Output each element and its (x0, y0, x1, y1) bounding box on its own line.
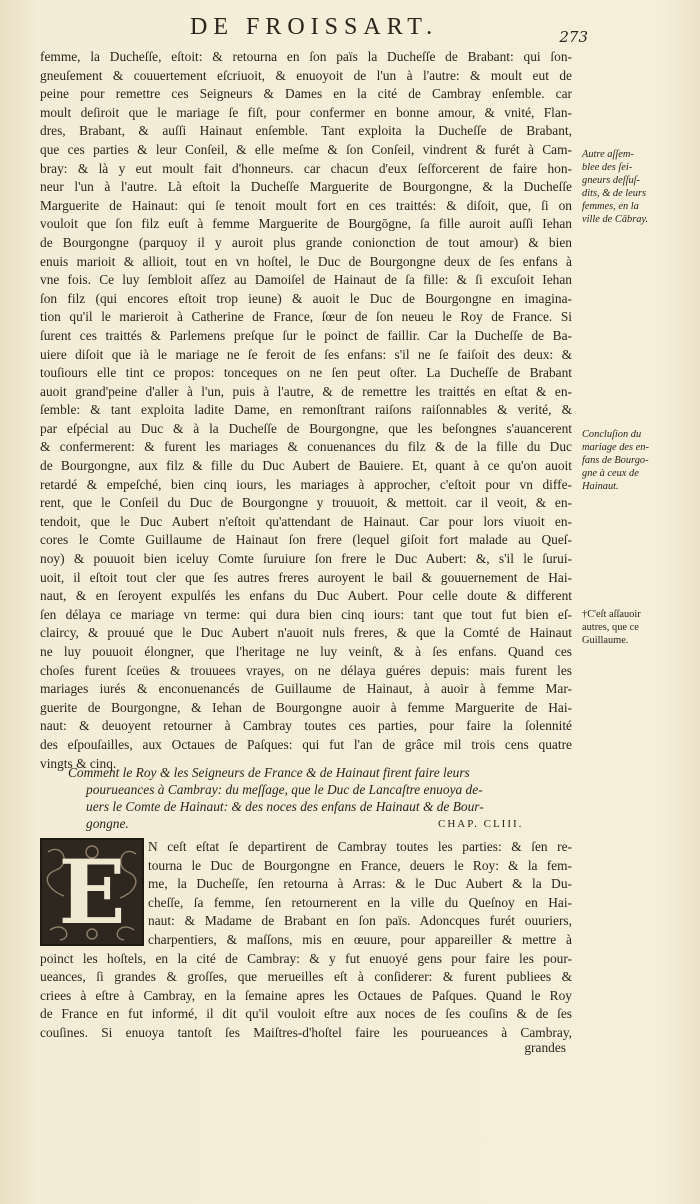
margin-note-line: dits, & de leurs (582, 188, 647, 199)
text-line: dres, Brabant, & auſſi Hainaut enſemble. Tant exploita la Ducheſſe de Brabant, (40, 123, 572, 139)
margin-note-line: Guillaume. (582, 635, 629, 646)
text-line: ueances, ſi grandes & groſſes, que merueilles eſt à conſiderer: & furent publiees & (40, 969, 572, 985)
text-line: peine pour remettre ces Seigneurs & Dames en la cité de Cambray enſemble. car (40, 86, 572, 102)
text-line: cheſſe, ſa femme, ſen retournerent en la ville du Queſnoy en Hai- (148, 894, 572, 910)
text-line: naut: & deuoyent retourner à Cambray toutes ces parties, pour faire la ſolennité (40, 718, 572, 734)
text-line: Marguerite de Hainaut: qui ſe tenoit moult fort en ces traittés: & diſoit, que, ſi on (40, 197, 572, 213)
text-line: choſes furent ſceües & trouuees vrayes, on ne délaya guéres depuis: mais furent les (40, 662, 572, 678)
main-text-block (40, 48, 572, 773)
text-line: ſurent ces traittés & Parlemens preſque ſur le poinct de faillir. Car la Ducheſſe de Ba- (40, 327, 572, 343)
text-line: naut: & Madame de Brabant en ſon païs. Adoncques furét ouuriers, (148, 913, 572, 929)
text-line: de France en fut informé, il dit qu'il vouloit eſtre aux noces de ſes couſins & de ſes (40, 1006, 572, 1022)
text-line: tendoit, que le Duc Aubert n'eſtoit qu'attendant de Hainaut. Car pour lors viuoit en- (40, 513, 572, 529)
text-line: bray: & là y eut moult fait d'honneurs. car chacun d'eux ſeſforcerent de faire hon- (40, 160, 572, 176)
text-line: retardé & empeſché, bien cinq iours, les mariages à approcher, c'eſtoit pour vn diffe- (40, 476, 572, 492)
text-line: ne luy pouuoit élongner, que l'heritage ne luy veinſt, & à ſes enfans. Quand ces (40, 644, 572, 659)
page-header (160, 14, 588, 46)
running-title: DE FROISSART. (190, 14, 439, 40)
text-line: de Bourgongne, aux filz & fille du Duc Aubert de Bauiere. Et, quant à ce qu'on auoit (40, 458, 572, 474)
margin-note-line: Hainaut. (582, 481, 619, 492)
text-line: moult deſiroit que le mariage ſe fiſt, pour confermer en bonne amour, & vnité, Flan- (40, 104, 572, 120)
text-line: ſon filz (qui encores eſtoit trop ieune) & auoit le Duc de Bourgongne en imagina- (40, 290, 572, 306)
text-line: gneuſement & couuertement eſcriuoit, & enuoyoit de l'un à l'autre: & moult eut de (40, 67, 572, 83)
text-line: neur l'un à l'autre. Là eſtoit la Ducheſſe Marguerite de Bourgongne, & la Ducheſſe (40, 179, 572, 195)
text-line: femme, la Ducheſſe, eſtoit: & retourna en ſon païs la Ducheſſe de Brabant: qui ſon- (40, 49, 572, 64)
margin-note-assembly (582, 148, 692, 226)
text-line: rent, que le Conſeil du Duc de Bourgongne y trouuoit, & mettoit. car il veoit, & en- (40, 495, 572, 511)
margin-note-line: Autre aſſem- (582, 149, 634, 160)
margin-note-guillaume (582, 608, 692, 647)
margin-note-line: †C'eſt aſſauoir (582, 609, 641, 620)
margin-note-line: ville de Cābray. (582, 214, 649, 225)
margin-note-line: mariage des en- (582, 442, 649, 453)
margin-note-line: Concluſion du (582, 429, 642, 440)
margin-note-line: gne à ceux de (582, 468, 639, 479)
text-line: de Bourgongne (parquoy il y auroit plus grande conionction de tout amour) & bien (40, 234, 572, 250)
text-line: ſemble: & tant exploita ladite Dame, en remonſtrant raiſons raiſonnables & verité, & (40, 402, 572, 418)
page-number: 273 (559, 28, 588, 46)
text-line: des eſpouſailles, aux Octaues de Paſques: qui fut l'an de grâce mil trois cens quatre (40, 736, 572, 752)
text-line: vne fois. Ce luy ſembloit aſſez au Damoiſel de Hainaut de ſa fille: & ſi excuſoit Iehan (40, 272, 572, 288)
margin-note-line: femmes, en la (582, 201, 639, 212)
text-line: vingts & cinq. (40, 755, 117, 771)
margin-note-line: autres, que ce (582, 622, 639, 633)
text-line: touſiours elle tint ce propos: tonceques on ne ſen peut oſter. La Ducheſſe de Brabant (40, 365, 572, 381)
text-line: charpentiers, & maſſons, mis en œuure, pour appareiller & mettre à (148, 931, 572, 947)
text-line: me, la Ducheſſe, ſen retourna à Arras: & le Duc Aubert & la Du- (148, 876, 572, 892)
text-line: enuis marioit & allioit, tout en vn hoſtel, le Duc de Bourgongne deux de ſes enfans à (40, 253, 572, 269)
text-line: par eſpécial au Duc & à la Ducheſſe de Bourgongne, que les beſongnes s'auancerent (40, 420, 572, 436)
margin-note-line: blee des ſei- (582, 162, 633, 173)
text-line: & confermerent: & furent les mariages & conuenances du filz & de la fille du Duc (40, 439, 572, 455)
margin-note-marriage (582, 428, 692, 493)
text-line: mariages iurés & enconuenancés de Guillaume de Hainaut, à auoir à femme Mar- (40, 681, 572, 697)
chapter-heading-line: gongne. (86, 816, 129, 831)
text-line: auoit grand'peine d'aller à l'un, puis à l'autre, & de remettre les traittés en eſtat & en- (40, 383, 572, 399)
chapter-number: CHAP. CLIII. (438, 818, 524, 830)
text-line: criees à eſtre à Cambray, en la ſemaine apres les Octaues de Paſques. Quand le Roy (40, 987, 572, 1003)
text-line: ſen délaya ce mariage vn terme: qui dura bien cinq iours: tant que tout fut bien eſ- (40, 606, 572, 622)
dropcap-letter: E (58, 840, 126, 944)
decorated-initial (40, 838, 144, 946)
text-line: uiere diſoit que ià le mariage ne ſe feroit de ſes enfans: s'il ne ſe faiſoit des deux: & (40, 346, 572, 362)
text-line: guerite de Bourgongne, & Iehan de Bourgongne auoir à femme Marguerite de Hai- (40, 699, 572, 715)
text-line: noy) & pouuoit bien iceluy Comte ſuruiure ſon frere le Duc Aubert: &, s'il le ſurui- (40, 551, 572, 567)
chapter-heading-line: pourueances à Cambray: du meſſage, que le Duc de Lancaſtre enuoya de- (86, 782, 483, 797)
text-line: que ces parties & leur Conſeil, & elle meſme & ſon Conſeil, vindrent & furét à Cam- (40, 141, 572, 157)
margin-note-line: gneurs deſſuſ- (582, 175, 641, 186)
text-line: uoit, il eſtoit tout cler que ſes autres freres auroyent le bail & gouuernement de Hai- (40, 569, 572, 585)
text-line: naut, & en ſeroyent expulſés les enfans du Duc Aubert. Pour celle doute & different (40, 588, 572, 604)
text-line: poinct les hoſtels, en la cité de Cambray: & y fut enuoyé gens pour faire les pour- (40, 950, 572, 966)
text-line: cores le Comte Guillaume de Hainaut ſon frere (lequel giſoit fort malade au Queſ- (40, 532, 572, 548)
text-line: N ceſt eſtat ſe departirent de Cambray toutes les parties: & ſen re- (148, 839, 572, 854)
text-line: tion qu'il le marieroit à Catherine de France, ſœur de ſon neueu le Roy de France. Si (40, 309, 572, 325)
margin-note-line: fans de Bourgo- (582, 455, 649, 466)
text-line: tourna le Duc de Bourgongne en France, deuers le Roy: & la fem- (148, 857, 572, 873)
text-line: vouloit que ſon filz euſt à femme Marguerite de Bourgōgne, ſa fille auroit auſſi Iehan (40, 216, 572, 232)
text-line: claircy, & prouué que le Duc Aubert n'auoit nuls freres, & que la Comté de Hainaut (40, 625, 572, 641)
catchword: grandes (524, 1040, 566, 1055)
chapter-heading-line: Comment le Roy & les Seigneurs de France & de Hainaut firent faire leurs (68, 765, 470, 780)
text-line: couſines. Si enuoya tantoſt ſes Maiſtres-d'hoſtel faire les pourueances à Cambray, (40, 1024, 572, 1040)
chapter-heading-line: uers le Comte de Hainaut: & des noces des enfans de Hainaut & de Bour- (86, 799, 484, 814)
